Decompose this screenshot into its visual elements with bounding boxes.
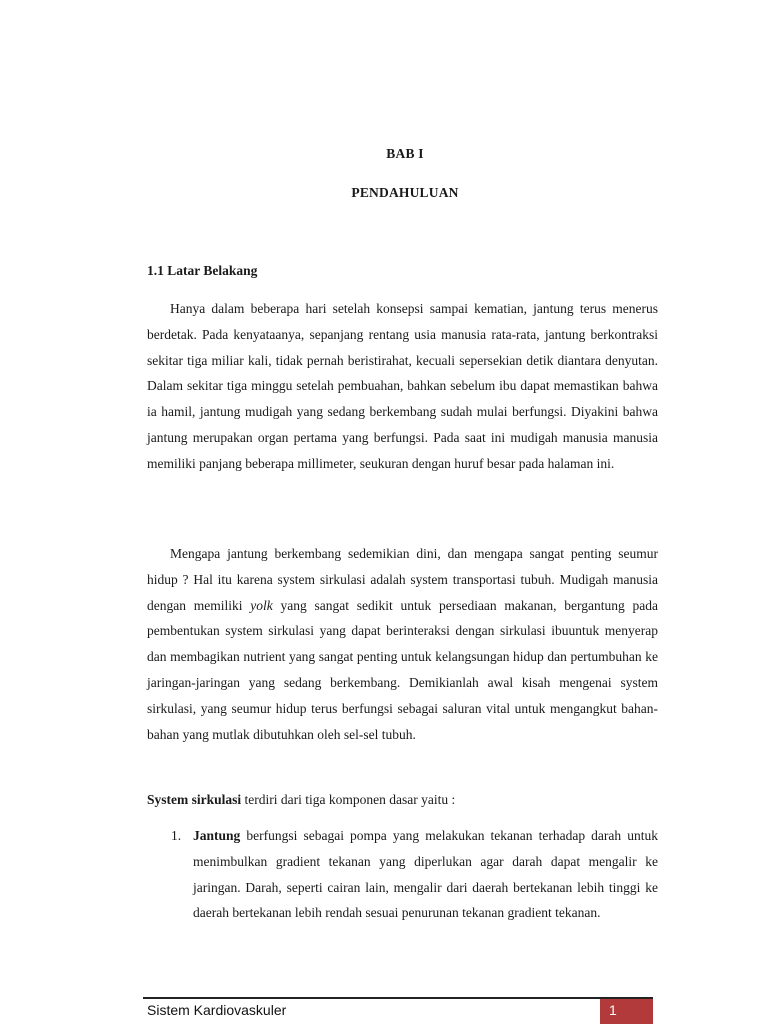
chapter-title: PENDAHULUAN xyxy=(351,185,459,200)
page-number: 1 xyxy=(609,1002,617,1018)
list-item-description: berfungsi sebagai pompa yang melakukan tekanan terhadap darah untuk menimbulkan gradient tekanan yang diperlukan agar darah dapat mengalir ke jaringan. Darah, seperti cairan lain, mengalir dari daerah bertekanan lebih tinggi ke daerah bertekanan lebih rendah sesuai penurunan tekanan gradient tekanan. xyxy=(193,828,658,921)
footer-title: Sistem Kardiovaskuler xyxy=(147,1002,287,1018)
list-item-term: Jantung xyxy=(193,828,241,843)
list-item-jantung xyxy=(147,823,658,926)
section-heading: 1.1 Latar Belakang xyxy=(147,263,258,278)
chapter-number: BAB I xyxy=(386,146,424,161)
paragraph-2-italic-term: yolk xyxy=(250,597,273,613)
paragraph-2 xyxy=(147,541,658,747)
paragraph-2-text-a: Mengapa jantung berkembang sedemikian dini, dan mengapa sangat penting seumur hidup ? Hal itu karena system sirkulasi adalah system transportasi tubuh. Mudigah manusia dengan memiliki xyxy=(147,546,658,613)
footer-rule xyxy=(143,997,653,999)
paragraph-1: Hanya dalam beberapa hari setelah konsepsi sampai kematian, jantung terus menerus berdetak. Pada kenyataanya, sepanjang rentang usia manusia rata-rata, jantung berkontraksi sekitar tiga miliar kali, tidak pernah beristirahat, kecuali sepersekian detik diantara denyutan. Dalam sekitar tiga minggu setelah pembuahan, bahkan sebelum ibu dapat memastikan bahwa ia hamil, jantung mudigah yang sedang berkembang sudah mulai berfungsi. Diyakini bahwa jantung merupakan organ pertama yang berfungsi. Pada saat ini mudigah manusia manusia memiliki panjang beberapa millimeter, seukuran dengan huruf besar pada halaman ini. xyxy=(147,301,658,471)
list-item-number: 1. xyxy=(171,828,182,843)
components-intro-bold: System sirkulasi xyxy=(147,792,242,807)
components-intro xyxy=(147,787,658,813)
components-intro-text: terdiri dari tiga komponen dasar yaitu : xyxy=(241,792,456,807)
paragraph-2-text-b: yang sangat sedikit untuk persediaan makanan, bergantung pada pembentukan system sirkulasi yang dapat berinteraksi dengan sirkulasi ibuuntuk menyerap dan membagikan nutrient yang sangat penting untuk kelangsungan hidup dan pertumbuhan ke jaringan-jaringan yang sedang berkembang. Demikianlah awal kisah mengenai system sirkulasi, yang seumur hidup terus berfungsi sebagai saluran vital untuk mengangkut bahan-bahan yang mutlak dibutuhkan oleh sel-sel tubuh. xyxy=(147,597,658,742)
list-item-text xyxy=(193,823,658,926)
page-number-badge xyxy=(600,999,653,1024)
